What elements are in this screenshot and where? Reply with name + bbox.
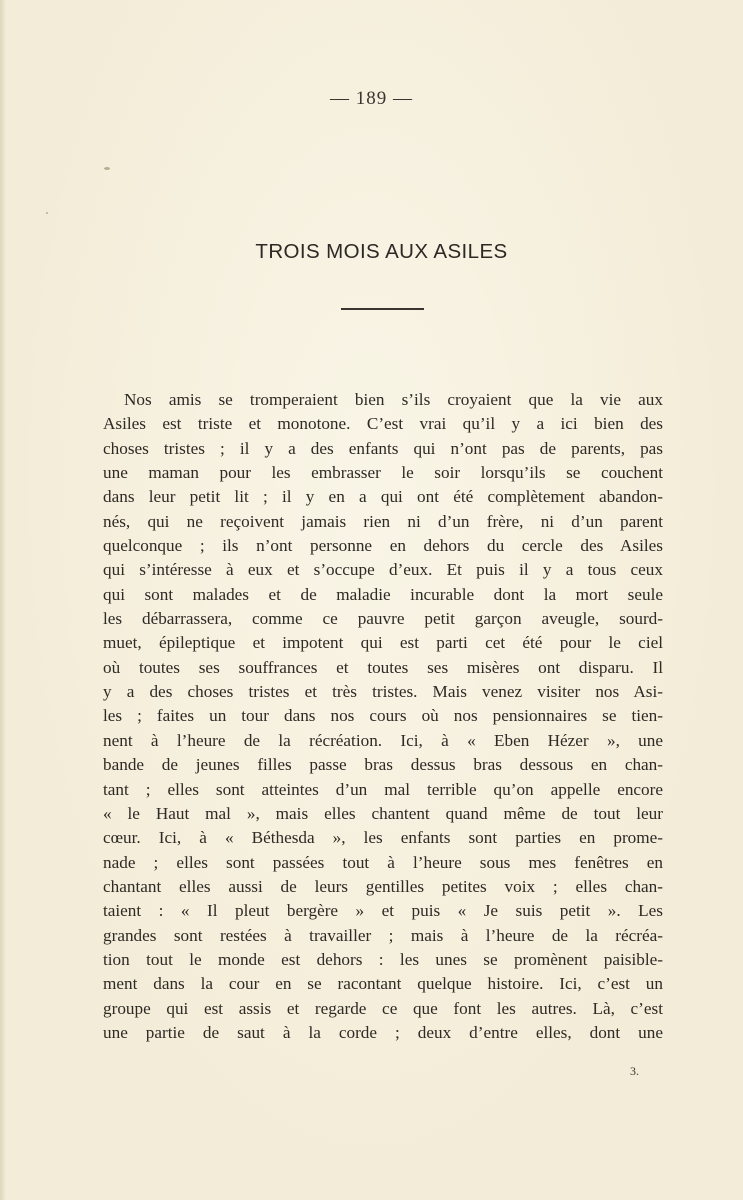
text-line: qui sont malades et de maladie incurable dont la mort seule [103, 584, 663, 604]
text-line: Nos amis se tromperaient bien s’ils croyaient que la vie aux [124, 390, 663, 409]
page-number: — 189 — [330, 88, 413, 109]
text-line: muet, épileptique et impotent qui est parti cet été pour le ciel [103, 633, 663, 653]
text-line: chantant elles aussi de leurs gentilles petites voix ; elles chan- [103, 876, 663, 896]
text-line: grandes sont restées à travailler ; mais à l’heure de la récréa- [103, 925, 663, 945]
text-line: tant ; elles sont atteintes d’un mal terrible qu’on appelle encore [103, 779, 663, 799]
title-rule-divider [341, 308, 424, 310]
text-line: bande de jeunes filles passe bras dessus bras dessous en chan- [103, 755, 663, 775]
paper-speck [46, 212, 48, 214]
text-line: une partie de saut à la corde ; deux d’entre elles, dont une [103, 1022, 663, 1042]
text-line: nés, qui ne reçoivent jamais rien ni d’un frère, ni d’un parent [103, 511, 663, 531]
signature-mark: 3. [630, 1064, 639, 1078]
text-line: qui s’intéresse à eux et s’occupe d’eux. Et puis il y a tous ceux [103, 560, 663, 580]
body-paragraph [103, 388, 663, 1045]
text-line: les ; faites un tour dans nos cours où nos pensionnaires se tien- [103, 706, 663, 726]
chapter-title: TROIS MOIS AUX ASILES [255, 240, 508, 263]
text-line: nent à l’heure de la récréation. Ici, à « Eben Hézer », une [103, 730, 663, 750]
text-line: y a des choses tristes et très tristes. Mais venez visiter nos Asi- [103, 682, 663, 702]
text-line: cœur. Ici, à « Béthesda », les enfants sont parties en prome- [103, 828, 663, 848]
text-line: taient : « Il pleut bergère » et puis « Je suis petit ». Les [103, 901, 663, 921]
text-line: quelconque ; ils n’ont personne en dehors du cercle des Asiles [103, 536, 663, 556]
text-line: nade ; elles sont passées tout à l’heure sous mes fenêtres en [103, 852, 663, 872]
paper-speck [104, 167, 110, 170]
text-line: Asiles est triste et monotone. C’est vrai qu’il y a ici bien des [103, 414, 663, 434]
text-line: ment dans la cour en se racontant quelque histoire. Ici, c’est un [103, 974, 663, 994]
text-line: « le Haut mal », mais elles chantent quand même de tout leur [103, 803, 663, 823]
text-line: les débarrassera, comme ce pauvre petit garçon aveugle, sourd- [103, 609, 663, 629]
text-line: choses tristes ; il y a des enfants qui n’ont pas de parents, pas [103, 438, 663, 458]
text-line: tion tout le monde est dehors : les unes se promènent paisible- [103, 949, 663, 969]
text-line: dans leur petit lit ; il y en a qui ont été complètement abandon- [103, 487, 663, 507]
text-line: groupe qui est assis et regarde ce que font les autres. Là, c’est [103, 998, 663, 1018]
page-edge-shadow [0, 0, 6, 1200]
text-line: où toutes ses souffrances et toutes ses misères ont disparu. Il [103, 657, 663, 677]
text-line: une maman pour les embrasser le soir lorsqu’ils se couchent [103, 463, 663, 483]
